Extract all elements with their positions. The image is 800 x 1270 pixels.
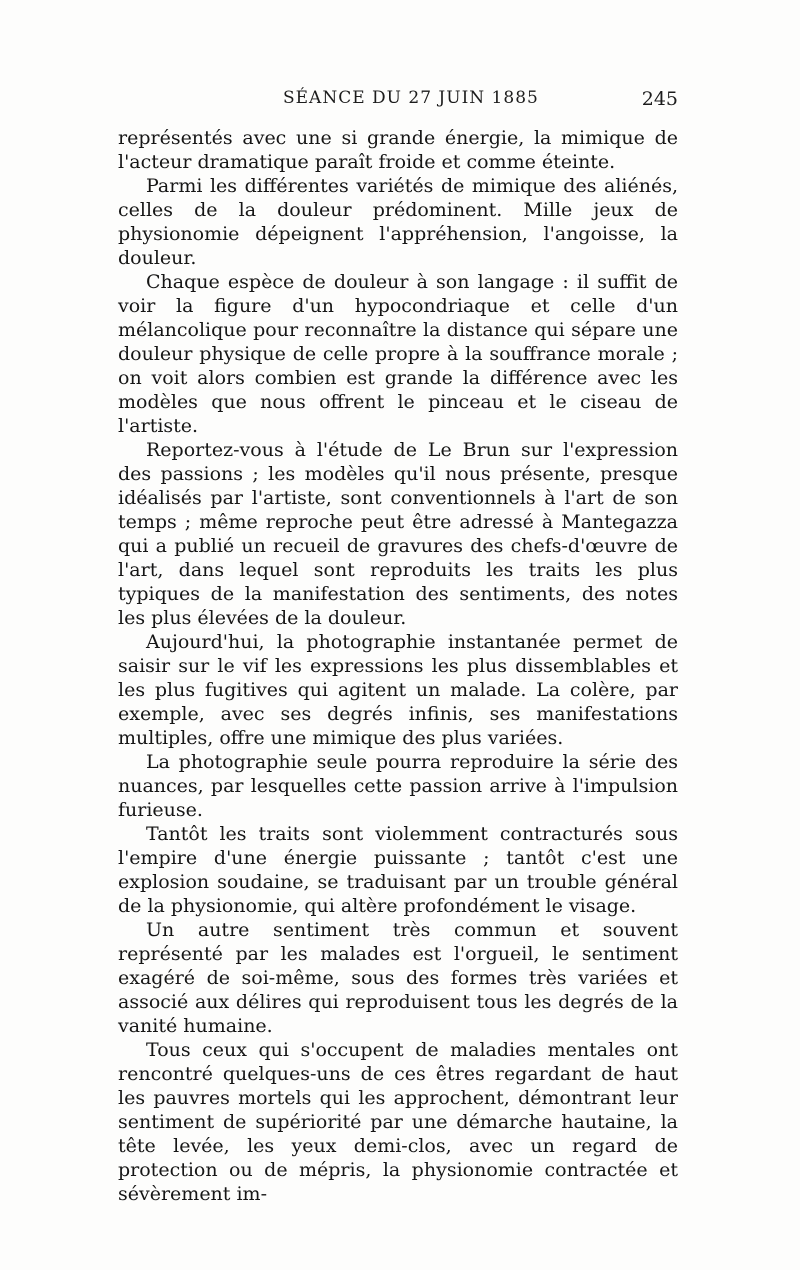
page-number: 245 bbox=[641, 88, 678, 110]
paragraph: Parmi les différentes variétés de mimique des aliénés, celles de la douleur prédominent. Mille jeux de physionomie dépeignent l'appréhension, l'angoisse, la douleur. bbox=[118, 175, 678, 269]
paragraph: Tantôt les traits sont violemment contracturés sous l'empire d'une énergie puissante ; tantôt c'est une explosion soudaine, se traduisant par un trouble général de la physionomie, qui altère profondément le visage. bbox=[118, 823, 678, 917]
paragraph: Chaque espèce de douleur à son langage : il suffit de voir la figure d'un hypocondriaque et celle d'un mélancolique pour reconnaître la distance qui sépare une douleur physique de celle propre à la souffrance morale ; on voit alors combien est grande la différence avec les modèles que nous offrent le pinceau et le ciseau de l'artiste. bbox=[118, 271, 678, 437]
page-header bbox=[118, 88, 678, 118]
paragraph: La photographie seule pourra reproduire la série des nuances, par lesquelles cette passion arrive à l'impulsion furieuse. bbox=[118, 751, 678, 821]
paragraph-continuation: représentés avec une si grande énergie, la mimique de l'acteur dramatique paraît froide et comme éteinte. bbox=[118, 127, 678, 173]
paragraph: Aujourd'hui, la photographie instantanée permet de saisir sur le vif les expressions les plus dissemblables et les plus fugitives qui agitent un malade. La colère, par exemple, avec ses degrés infinis, ses manifestations multiples, offre une mimique des plus variées. bbox=[118, 631, 678, 749]
paragraph: Un autre sentiment très commun et souvent représenté par les malades est l'orgueil, le sentiment exagéré de soi-même, sous des formes très variées et associé aux délires qui reproduisent tous les degrés de la vanité humaine. bbox=[118, 919, 678, 1037]
body-text bbox=[118, 126, 678, 1206]
running-head: SÉANCE DU 27 JUIN 1885 bbox=[283, 88, 539, 108]
paragraph: Tous ceux qui s'occupent de maladies mentales ont rencontré quelques-uns de ces êtres regardant de haut les pauvres mortels qui les approchent, démontrant leur sentiment de supériorité par une démarche hautaine, la tête levée, les yeux demi-clos, avec un regard de protection ou de mépris, la physionomie contractée et sévèrement im- bbox=[118, 1039, 678, 1205]
paragraph: Reportez-vous à l'étude de Le Brun sur l'expression des passions ; les modèles qu'il nous présente, presque idéalisés par l'artiste, sont conventionnels à l'art de son temps ; même reproche peut être adressé à Mantegazza qui a publié un recueil de gravures des chefs-d'œuvre de l'art, dans lequel sont reproduits les traits les plus typiques de la manifestation des sentiments, des notes les plus élevées de la douleur. bbox=[118, 439, 678, 629]
